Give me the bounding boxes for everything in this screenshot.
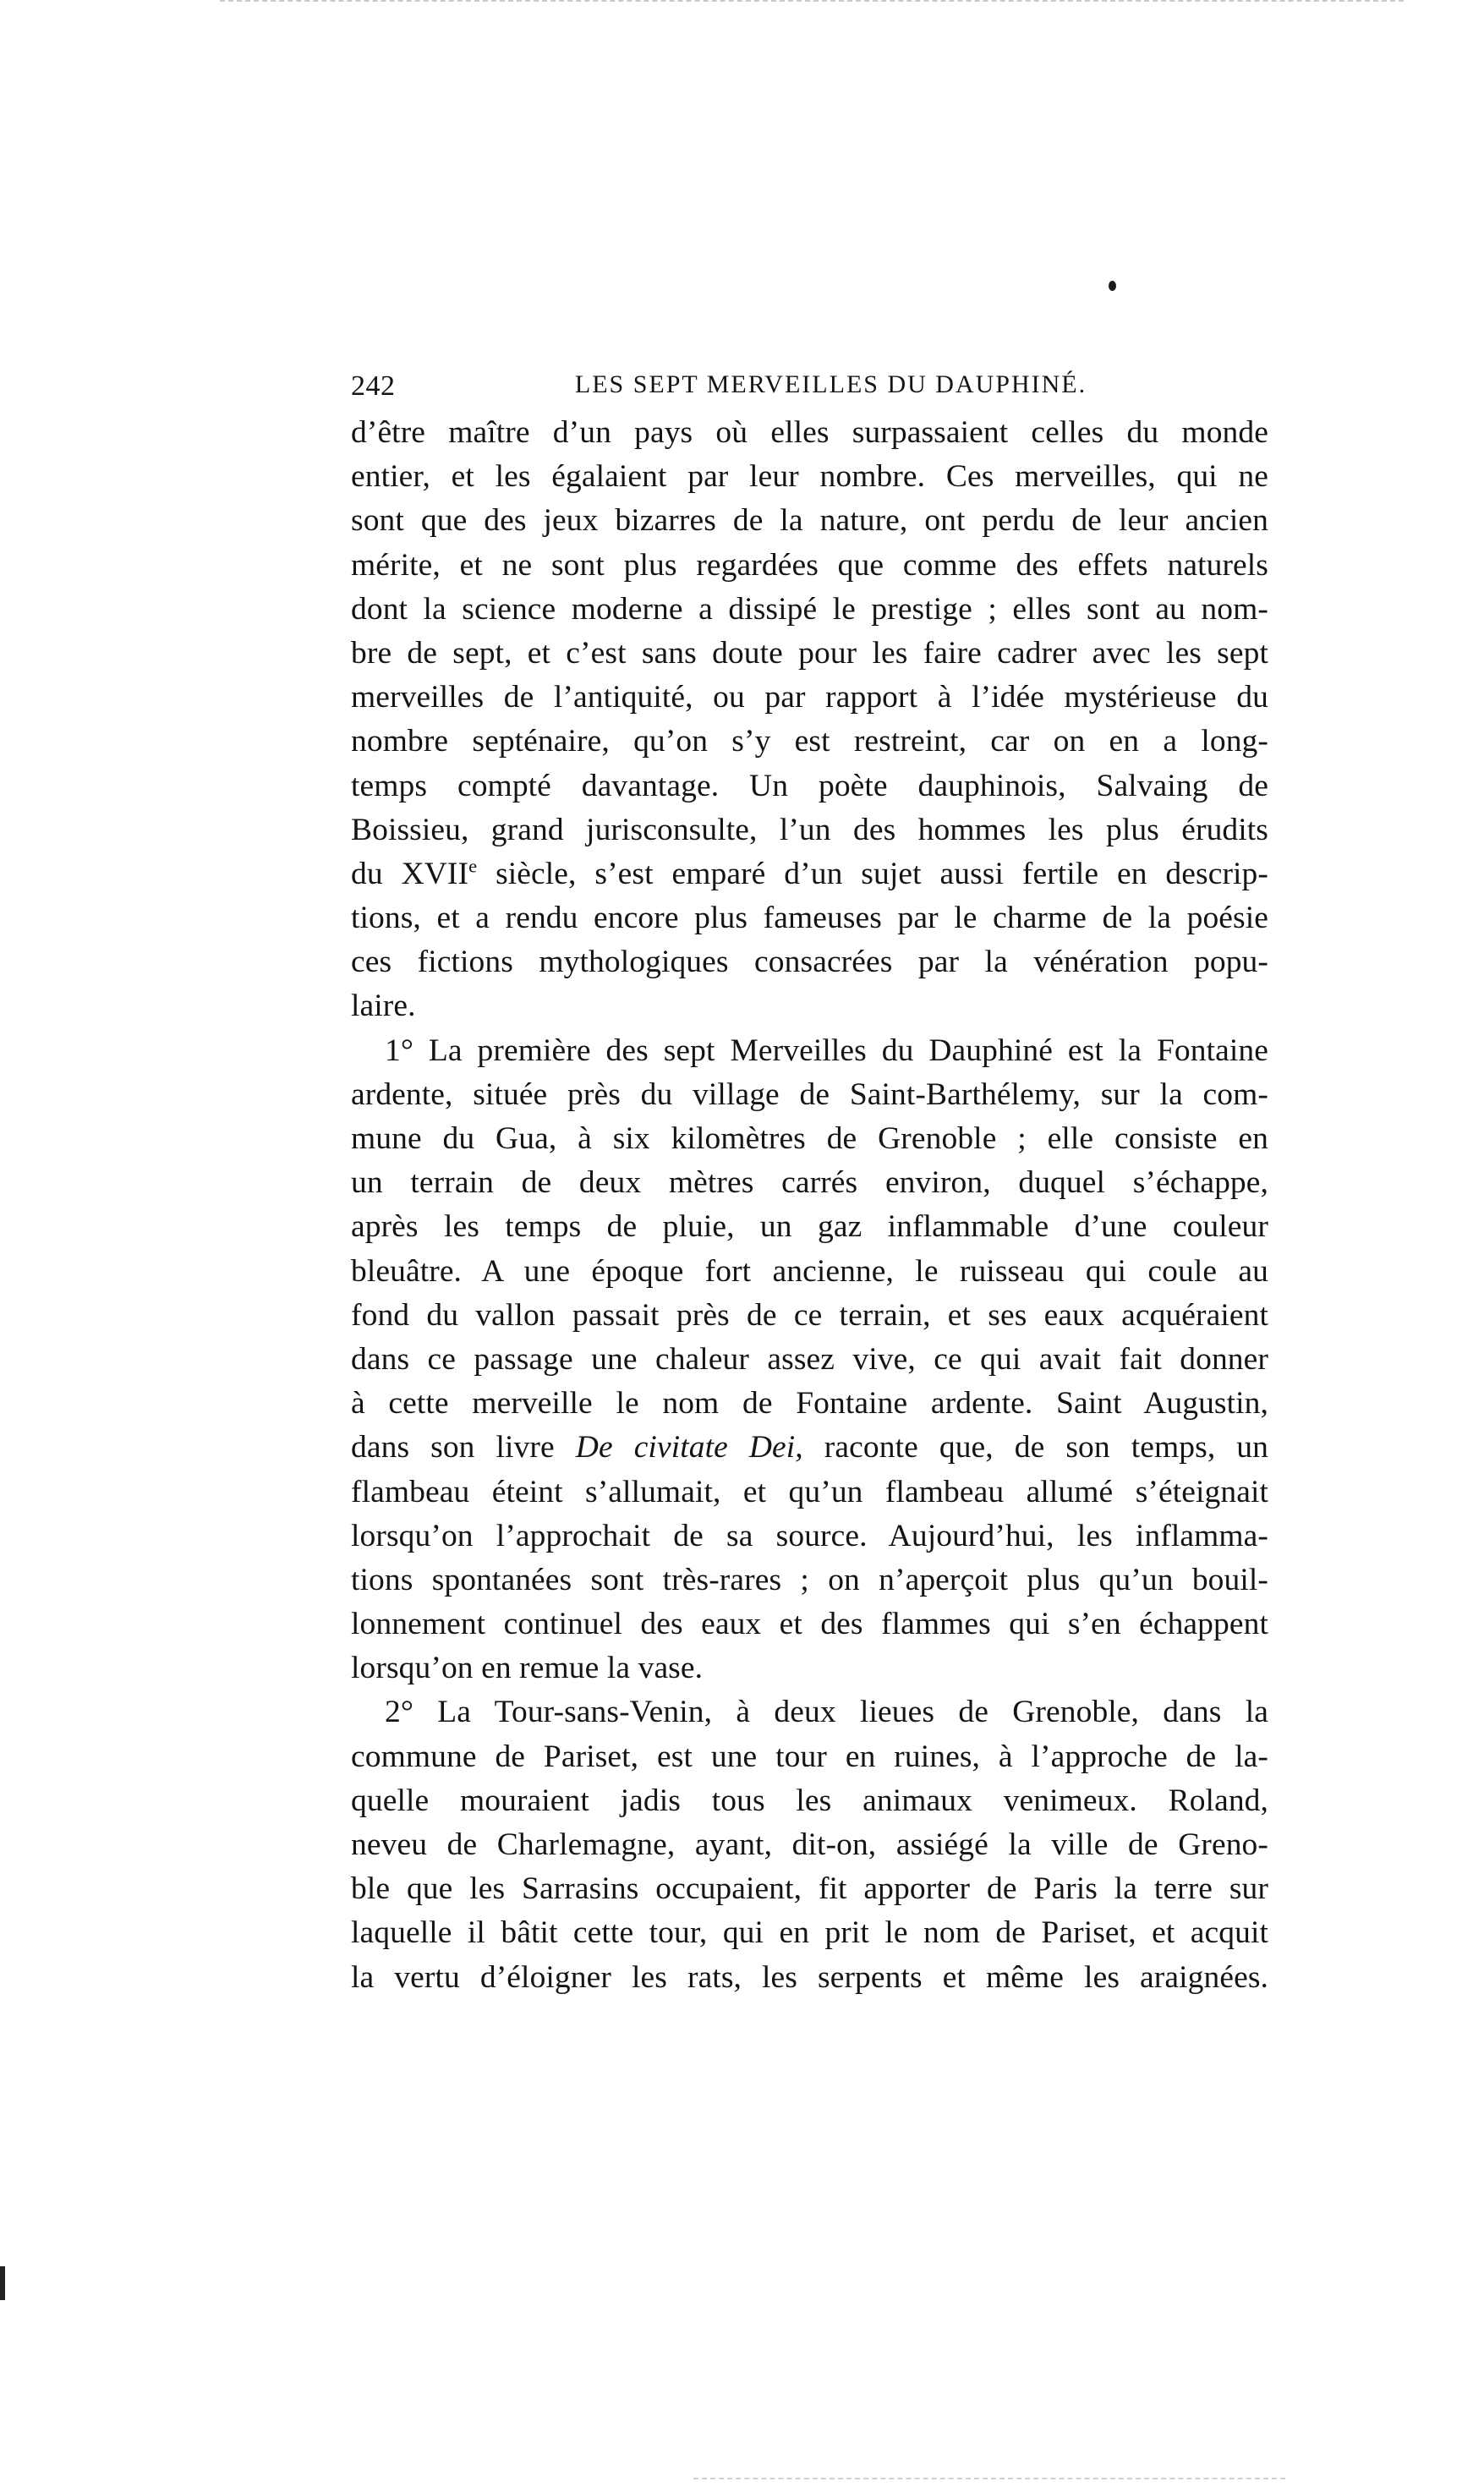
page-number: 242 [351, 370, 396, 402]
paragraph-2 [351, 1029, 1268, 1691]
text-line: lorsqu’on en remue la vase. [351, 1651, 704, 1686]
text-line: temps compté davantage. Un poète dauphinois, Salvaing de [351, 768, 1268, 803]
text-line: après les temps de pluie, un gaz inflammable d’une couleur [351, 1209, 1268, 1245]
text-line: 1° La première des sept Merveilles du Dauphiné est la Fontaine [385, 1033, 1268, 1068]
text-line-century [351, 852, 1268, 896]
text-line: laire. [351, 989, 416, 1024]
text-line: nombre septénaire, qu’on s’y est restreint, car on en a long- [351, 724, 1268, 759]
book-title: De civitate Dei, [575, 1430, 803, 1465]
text-line: flambeau éteint s’allumait, et qu’un flambeau allumé s’éteignait [351, 1474, 1268, 1509]
text-line: tions, et a rendu encore plus fameuses par le charme de la poésie [351, 901, 1268, 936]
text-block [351, 364, 1268, 2000]
text-line: ardente, située près du village de Saint-Barthélemy, sur la com- [351, 1076, 1268, 1112]
title-rest: raconte que, de son temps, un [824, 1430, 1269, 1465]
century-superscript: e [468, 855, 478, 877]
text-line: un terrain de deux mètres carrés environ, duquel s’échappe, [351, 1165, 1268, 1201]
text-line: lonnement continuel des eaux et des flammes qui s’en échappent [351, 1607, 1268, 1642]
text-line: lorsqu’on l’approchait de sa source. Aujourd’hui, les inflamma- [351, 1518, 1268, 1553]
text-line: bleuâtre. A une époque fort ancienne, le ruisseau qui coule au [351, 1253, 1268, 1289]
text-line-title [351, 1426, 1268, 1470]
text-line: d’être maître d’un pays où elles surpassaient celles du monde [351, 415, 1268, 450]
text-line: 2° La Tour-sans-Venin, à deux lieues de Grenoble, dans la [385, 1695, 1268, 1730]
text-line: mérite, et ne sont plus regardées que comme des effets naturels [351, 547, 1268, 583]
century-rest: siècle, s’est emparé d’un sujet aussi fertile en descrip- [496, 856, 1268, 891]
text-line: sont que des jeux bizarres de la nature, ont perdu de leur ancien [351, 503, 1268, 539]
text-line: commune de Pariset, est une tour en ruines, à l’approche de la- [351, 1739, 1268, 1774]
text-line: merveilles de l’antiquité, ou par rapport à l’idée mystérieuse du [351, 680, 1268, 715]
century-prefix: du XVII [351, 856, 469, 891]
running-head [351, 364, 1268, 411]
text-line: quelle mouraient jadis tous les animaux venimeux. Roland, [351, 1783, 1268, 1818]
title-prefix: dans son livre [351, 1430, 576, 1465]
scan-edge-mark [0, 2266, 5, 2300]
text-line: Boissieu, grand jurisconsulte, l’un des hommes les plus érudits [351, 812, 1268, 847]
text-line: entier, et les égalaient par leur nombre. Ces merveilles, qui ne [351, 459, 1268, 495]
text-line: ble que les Sarrasins occupaient, fit apporter de Paris la terre sur [351, 1871, 1268, 1907]
text-line: ces fictions mythologiques consacrées par la vénération popu- [351, 945, 1268, 980]
text-line: dont la science moderne a dissipé le prestige ; elles sont au nom- [351, 591, 1268, 627]
text-line: neveu de Charlemagne, ayant, dit-on, assiégé la ville de Greno- [351, 1827, 1268, 1862]
paragraph-1 [351, 411, 1268, 1029]
text-line: la vertu d’éloigner les rats, les serpents et même les araignées. [351, 1959, 1268, 1995]
text-line: mune du Gua, à six kilomètres de Grenoble ; elle consiste en [351, 1121, 1268, 1156]
running-title: LES SEPT MERVEILLES DU DAUPHINÉ. [574, 370, 1087, 398]
text-line: à cette merveille le nom de Fontaine ardente. Saint Augustin, [351, 1386, 1268, 1422]
text-line: bre de sept, et c’est sans doute pour les faire cadrer avec les sept [351, 635, 1268, 671]
text-line: laquelle il bâtit cette tour, qui en prit le nom de Pariset, et acquit [351, 1915, 1268, 1951]
paragraph-3 [351, 1690, 1268, 1999]
text-line: tions spontanées sont très-rares ; on n’aperçoit plus qu’un bouil- [351, 1562, 1268, 1597]
ink-speck [1109, 281, 1116, 291]
text-line: dans ce passage une chaleur assez vive, ce qui avait fait donner [351, 1341, 1268, 1377]
scan-bottom-artifact [693, 2478, 1285, 2482]
text-line: fond du vallon passait près de ce terrain, et ses eaux acquéraient [351, 1297, 1268, 1333]
scan-edge-artifact [220, 0, 1404, 5]
